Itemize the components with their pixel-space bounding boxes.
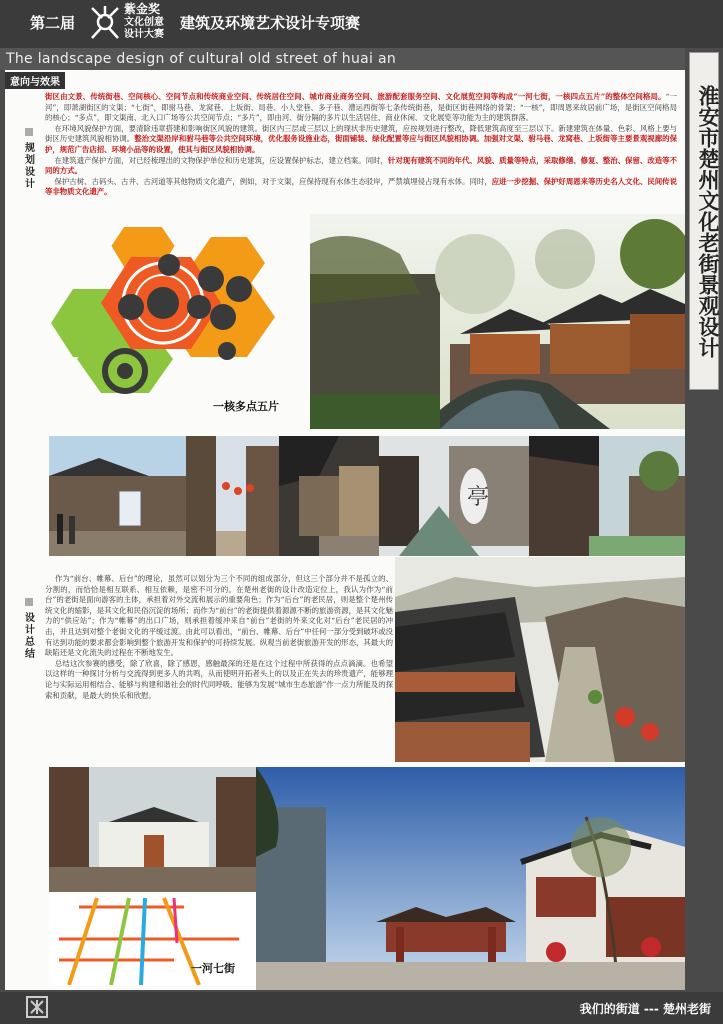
core-points-caption: 一核多点五片 — [213, 400, 279, 413]
water-street-render-photo — [310, 214, 685, 429]
header-bar — [0, 0, 723, 48]
courtyard-gate-photo — [49, 767, 256, 892]
planning-text: 街区由文景、传统街巷、空间核心、空间节点和传统商业空间、传统居住空间、城市商业商务空间、旅游配套服务空间、文化展览空间等构成“一河七街，一核四点五片”的整体空间格局。“一河”，即萧湖街区的文渠；“七街”，即驸马巷、龙窝巷、上坂街、局巷、小人堂巷、多子巷、漕运西街等七条传统街巷，是街区街巷网络的骨架；“一核”，即周恩来故居前广场，是街区空间格局的核心；“多点”，即文渠南、北入口广场等公共空间节点；“多片”，即由河、街分隔的多片以生活居住、商业休闲、文化展览等功能为主的建筑群落。 在环境风貌保护方面，要清除违章搭建和影响街区风貌的建筑。街区内三层或三层以上的现状非历史建筑，应按规划进行整改，降低建筑高度至三层以下。新建建筑在体量、色彩、风格上要与街区历史建筑风貌相协调。整治文渠沿岸和驸马巷等公共空间环境，优化服务设施业态，街面铺装、绿化配置等应与街区风貌相协调。加强对文渠、驸马巷、龙窝巷、上坂街等主要景观视廊的保护，规范广告店招、环境小品等的设置，使其与街区风貌相协调。 在建筑遗产保护方面，对已经梳理出的文物保护单位和历史建筑，应设置保护标志，建立档案。同时，针对现有建筑不同的年代、风貌、质量等特点，采取修缮、修复、整治、保留、改造等不同的方式。 保护古树、古码头、古井、古河道等其他物质文化遗产，例如，对于文渠，应保持现有水体生态驳岸，严禁填埋侵占现有水体。同时，应进一步挖掘、保护好周恩来等历史名人文化、民间传说等非物质文化遗产。 — [45, 92, 678, 197]
section-label-planning: 规划设计 — [25, 128, 38, 191]
award-name: 紫金奖 — [124, 2, 161, 16]
shop-street-photo — [279, 436, 379, 556]
footer-slogan: 我们的街道 --- 楚州老街 — [579, 1002, 711, 1016]
aerial-street-render-photo — [395, 557, 685, 762]
section-tag-intent: 意向与效果 — [5, 72, 65, 89]
svg-text:亭: 亭 — [467, 485, 490, 510]
bullet-icon — [25, 598, 33, 606]
english-subtitle: The landscape design of cultural old street of huai an — [0, 48, 685, 70]
vertical-title-panel — [689, 52, 719, 390]
award-subtitle-1: 文化创意 — [124, 17, 164, 28]
content-panel — [5, 70, 685, 990]
award-logo-icon — [88, 4, 122, 42]
archway-street-render-photo — [256, 767, 685, 990]
core-points-diagram — [51, 227, 301, 427]
competition-title: 建筑及环境艺术设计专项赛 — [180, 14, 361, 32]
stone-lane-photo — [529, 436, 685, 556]
bullet-icon — [25, 128, 33, 136]
vertical-title: 淮安市楚州文化老街景观设计 — [696, 84, 721, 358]
footer-bar — [0, 992, 723, 1024]
river-streets-caption: 一河七街 — [191, 962, 235, 975]
street-entrance-photo — [49, 436, 186, 556]
footer-logo-icon — [26, 996, 48, 1018]
award-subtitle-2: 设计大赛 — [124, 29, 164, 40]
summary-text: 作为“前台、帷幕、后台”的理论，虽然可以划分为三个不同的组成部分，但这三个部分并不是孤立的、分割的，而恰恰是相互联系、相互依赖，是密不可分的。在楚州老街的设计改造定位上，我认为作为“前台”的老街是面向游客的主体，承担着对外交流和展示的重要角色；作为“后台”的老民居，则是整个楚州传统文化的缩影，是其文化和民俗沉淀的场所；而作为“前台”的老街提供着源源不断的旅游资源，是其文化魅力的“供应站”；作为“帷幕”的出口广场，则承担着缓冲来自“前台”老街的外来文化对“后台”老民居的冲击，并且达到对整个老街文化的平缓过渡。由此可以看出，“前台、帷幕、后台”中任何一部分受到破坏或没有达到功能的要求都会影响到整个旅游开发和保护的可持续发展。纵观当前老街旅游开发的形态，其最大的缺陷还是文化流失的过程在不断地发生。 总结这次参赛的感受，除了欣喜，除了感恩，感触最深的还是在这个过程中所获得的点点滴滴。也希望以这样的一种探讨分析与交流得到更多人的共鸣，从而使明开拓者头上的以及正在失去的珍贵遗产，能够理论与实际运用相结合、能够与构建和谐社会的时代同呼吸、能够为发展“城市生态旅游”作一点力所能及的探索和贡献，是最大的快乐和欣慰。 — [45, 574, 393, 700]
canal-courtyard-photo — [379, 436, 529, 556]
lantern-alley-photo — [186, 436, 279, 556]
section-label-summary: 设计总结 — [25, 598, 38, 661]
edition-label: 第二届 — [30, 14, 76, 32]
